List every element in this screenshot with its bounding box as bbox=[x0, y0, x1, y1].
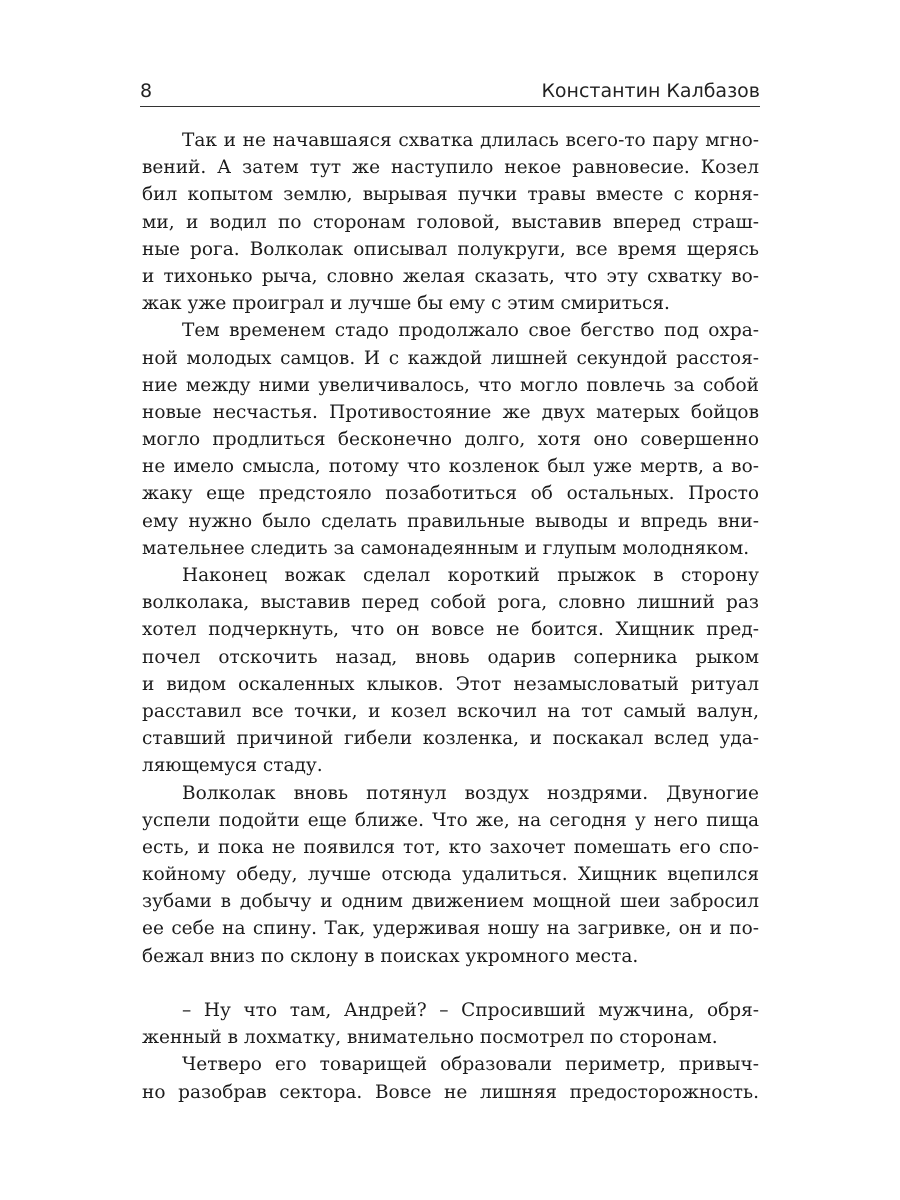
text-line: бил копытом землю, вырывая пучки травы вместе с корня- bbox=[142, 184, 759, 206]
text-line: вений. А затем тут же наступило некое равновесие. Козел bbox=[142, 157, 759, 179]
section-break bbox=[142, 970, 759, 997]
text-line: почел отскочить назад, вновь одарив соперника рыком bbox=[142, 646, 759, 668]
text-line: могло продлиться бесконечно долго, хотя оно совершенно bbox=[142, 429, 759, 451]
text-line: успели подойти еще ближе. Что же, на сегодня у него пища bbox=[142, 809, 759, 831]
header-rule bbox=[140, 106, 760, 107]
paragraph bbox=[142, 1051, 759, 1105]
text-line: зубами в добычу и одним движением мощной шеи забросил bbox=[142, 891, 759, 913]
text-line: ставший причиной гибели козленка, и поскакал вслед уда- bbox=[142, 728, 759, 750]
text-line: не имело смысла, потому что козленок был уже мертв, а во- bbox=[142, 456, 759, 478]
running-header bbox=[140, 72, 760, 102]
paragraph bbox=[142, 780, 759, 970]
text-line: Наконец вожак сделал короткий прыжок в сторону bbox=[182, 565, 759, 586]
paragraph bbox=[142, 997, 759, 1051]
text-line: бежал вниз по склону в поисках укромного места. bbox=[142, 945, 639, 967]
text-line: жаку еще предстояло позаботиться об остальных. Просто bbox=[142, 483, 759, 505]
text-line: и тихонько рыча, словно желая сказать, что эту схватку во- bbox=[142, 265, 759, 287]
text-line: Волколак вновь потянул воздух ноздрями. Двуногие bbox=[182, 782, 759, 804]
page-number: 8 bbox=[140, 80, 153, 102]
text-line: – Ну что там, Андрей? – Спросивший мужчина, обря- bbox=[182, 1000, 759, 1021]
paragraph bbox=[142, 562, 759, 780]
text-line: ее себе на спину. Так, удерживая ношу на загривке, он и по- bbox=[142, 918, 759, 940]
text-line: Так и не начавшаяся схватка длилась всего-то пару мгно- bbox=[182, 130, 759, 151]
text-line: ми, и водил по сторонам головой, выставив вперед страш- bbox=[142, 211, 759, 233]
text-line: ные рога. Волколак описывал полукруги, все время щерясь bbox=[142, 238, 759, 260]
text-line: жак уже проиграл и лучше бы ему с этим смириться. bbox=[142, 293, 670, 315]
text-line: ной молодых самцов. И с каждой лишней секундой расстоя- bbox=[142, 347, 759, 369]
text-line: хотел подчеркнуть, что он вовсе не боится. Хищник пред- bbox=[142, 619, 759, 641]
text-line: есть, и пока не появился тот, кто захочет помешать его спо- bbox=[142, 836, 759, 858]
text-line: новые несчастья. Противостояние же двух матерых бойцов bbox=[142, 401, 759, 423]
paragraph bbox=[142, 317, 759, 562]
text-line: расставил все точки, и козел вскочил на тот самый валун, bbox=[142, 700, 759, 722]
text-line: волколака, выставив перед собой рога, словно лишний раз bbox=[142, 592, 759, 614]
text-line: но разобрав сектора. Вовсе не лишняя предосторожность. bbox=[142, 1081, 759, 1103]
paragraph bbox=[142, 127, 759, 317]
text-line: мательнее следить за самонадеянным и глупым молодняком. bbox=[142, 537, 750, 559]
text-line: ние между ними увеличивалось, что могло повлечь за собой bbox=[142, 374, 759, 396]
body-text bbox=[142, 127, 759, 1106]
running-head-author: Константин Калбазов bbox=[541, 80, 760, 102]
text-line: женный в лохматку, внимательно посмотрел по сторонам. bbox=[142, 1027, 718, 1049]
text-line: Четверо его товарищей образовали периметр, привыч- bbox=[182, 1054, 759, 1076]
text-line: ему нужно было сделать правильные выводы и впредь вни- bbox=[142, 510, 759, 532]
text-line: Тем временем стадо продолжало свое бегство под охра- bbox=[182, 320, 759, 342]
text-line: койному обеду, лучше отсюда удалиться. Хищник вцепился bbox=[142, 864, 759, 886]
text-line: ляющемуся стаду. bbox=[142, 755, 323, 777]
text-line: и видом оскаленных клыков. Этот незамысловатый ритуал bbox=[142, 673, 759, 695]
